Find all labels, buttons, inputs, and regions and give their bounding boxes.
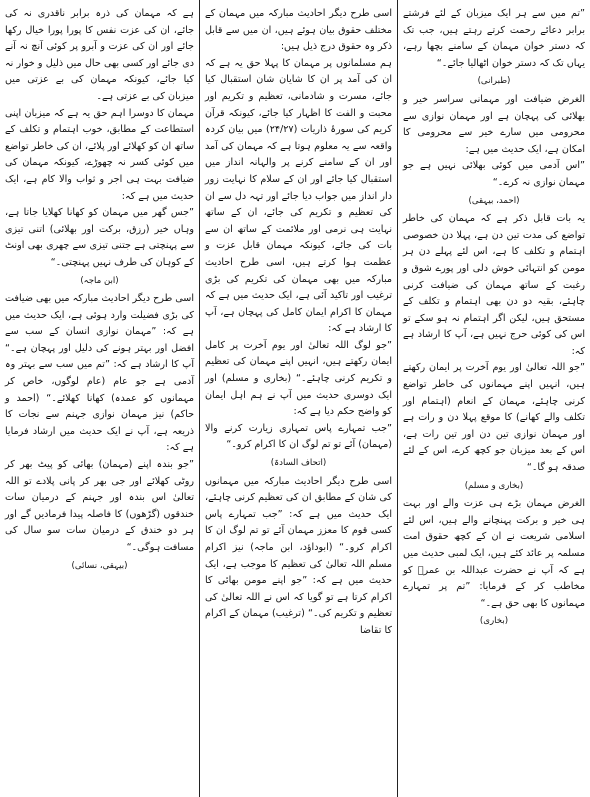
paragraph: اسی طرح دیگر احادیث مبارکہ میں مہمانوں کی شان کے مطابق ان کی تعظیم کرنی چاہئے، ایک حدیث میں ہے کہ: ”جب تمہارے پاس کسی قوم کا معزز مہمان آئے تو تم لوگ ان کا اکرام کرو۔“ (ابوداؤد، ابن ماجہ) نیز اکرام مسلم اللہ تعالیٰ کی تعظیم کا موجب ہے، ایک حدیث میں ہے کہ: ”جو اپنے مومن بھائی کا اکرام کرتا ہے تو گویا کہ اس نے اللہ تعالیٰ کی تعظیم و تکریم کی۔“ (ترغیب) مہمان کے اکرام کا تقاضا [205, 475, 392, 636]
paragraph: الغرض مہمان بڑے ہی عزت والے اور بہت ہی خیر و برکت پہنچانے والے ہیں، اس لئے اسلامی شریعت نے ان کے کچھ حقوق امت مسلمہ پر عائد کئے ہیں، ایک لمبی حدیث میں ہے کہ آپ نے حضرت عبداللہ بن عمرؓ کو مخاطب کر کے فرمایا: ”تم پر تمہارے مہمانوں کا بھی حق ہے۔“ [403, 498, 585, 609]
citation: (احمد، بیہقی) [468, 195, 520, 206]
citation: (ابن ماجہ) [80, 275, 119, 286]
paragraph: ہے کہ مہمان کی ذرہ برابر ناقدری نہ کی جائے، ان کی عزت نفس کا پورا پورا خیال رکھا جائے اور ان کی عزت و آبرو پر کوئی آنچ نہ آنے دی جائے اور کسی بھی حال میں ذلیل و خوار نہ کیا جائے، کیونکہ مہمان کی بے عزتی میں میزبان کی بے عزتی ہے۔ [5, 8, 194, 102]
hadith-three-days: ”جو اللہ تعالیٰ اور یوم آخرت پر ایمان رکھتے ہیں، انہیں اپنے مہمانوں کی خاطر تواضع کرنی چاہئے، مہمان کے انعام (اہتمام اور تکلف والے کھانے) کا موقع پہلا دن و رات ہے اور مہمان نوازی تین دن اور تین رات ہے، اس کے بعد میزبان جو کچھ کرے، اس کے لئے صدقہ ہو گا۔“ [403, 362, 585, 474]
text-column-left [0, 0, 199, 797]
paragraph: مہمان کا دوسرا اہم حق یہ ہے کہ میزبان اپنی استطاعت کے مطابق، خوب اہتمام و تکلف کے ساتھ ان کو کھلائے اور پلائے، ان کی خاطر تواضع میں کوئی کسر نہ چھوڑے، کیونکہ مہمان کی ضیافت بہت ہی اجر و ثواب والا کام ہے، ایک حدیث میں ہے کہ: [5, 107, 194, 202]
hadith-visitor: ”جب تمہارے پاس تمہاری زیارت کرنے والا (مہمان) آئے تو تم لوگ ان کا اکرام کرو۔“ [205, 422, 392, 451]
text-column-right [398, 0, 590, 797]
paragraph: اسی طرح دیگر احادیث مبارکہ میں بھی ضیافت کی بڑی فضیلت وارد ہوئی ہے، ایک حدیث میں ہے کہ: ”مہمان نوازی انسان کے سب سے افضل اور بہتر ہونے کی دلیل اور پہچان ہے۔“ آپ کا ارشاد ہے کہ: ”تم میں سب سے بہتر وہ آدمی ہے جو عام (عام لوگوں، خاص کر مہمانوں کو عمدہ) کھانا کھلائے۔“ (احمد و حاکم) نیز مہمان نوازی جہنم سے نجات کا ذریعہ ہے، آپ نے ایک حدیث میں ارشاد فرمایا ہے کہ: [5, 293, 194, 454]
hadith-feeding-guest: ”جس گھر میں مہمان کو کھانا کھلایا جاتا ہے، وہاں خیر (رزق، برکت اور بھلائی) اتنی تیزی سے پہنچتی ہے جتنی تیزی سے چھری بھی اونٹ کے کوہان کی طرف نہیں پہنچتی۔“ [5, 207, 194, 268]
citation: (اتحاف السادۃ) [270, 458, 327, 469]
text-column-middle [199, 0, 398, 797]
hadith-honor-guest: ”جو لوگ اللہ تعالیٰ اور یوم آخرت پر کامل ایمان رکھتے ہیں، انہیں اپنے مہمان کی تعظیم و تکریم کرنی چاہئے۔“ (بخاری و مسلم) اور ایک دوسری حدیث میں آپ نے ہم اہل ایمان کو واضح حکم دیا ہے کہ: [205, 339, 392, 418]
paragraph: اسی طرح دیگر احادیث مبارکہ میں مہمان کے مختلف حقوق بیان ہوئے ہیں، ان میں سے قابل ذکر وہ حقوق درج ذیل ہیں: [205, 8, 392, 53]
citation: (بخاری) [479, 616, 509, 627]
citation: (بخاری و مسلم) [464, 480, 524, 491]
hadith-angels-dua: ”تم میں سے ہر ایک میزبان کے لئے فرشتے برابر دعائے رحمت کرتے رہتے ہیں، جب تک کہ دستر خوان مہمان کے سامنے بچھا رہے، یہاں تک کہ دستر خوان اٹھالیا جائے۔“ [403, 8, 585, 69]
hadith-bread-water: ”جو بندہ اپنے (مہمان) بھائی کو پیٹ بھر کر روٹی کھلائے اور جی بھر کر پانی پلادے تو اللہ تعالیٰ اس بندہ اور جہنم کے درمیان سات خندقوں (گڑھوں) کا فاصلہ پیدا فرمادیں گے اور ہر دو خندق کے درمیان سات سو سال کی مسافت ہوگی۔“ [5, 459, 194, 553]
paragraph: ہم مسلمانوں پر مہمان کا پہلا حق یہ ہے کہ ان کی آمد پر ان کا شایان شان استقبال کیا جائے، مسرت و شادمانی، تعظیم و تکریم اور محبت و الفت کا اظہار کیا جائے، کیونکہ قرآن کریم کی سورۂ ذاریات (۲۴/۲۷) میں بیان کردہ واقعہ سے یہ معلوم ہوتا ہے کہ مہمان کی آمد اور ان کے سامنے کرنے پر والہانہ انداز میں استقبال کیا جائے اور ان کے سلام کا نہایت زور دار انداز میں جواب دیا جائے اور تہہ دل سے ان کی تعظیم و تکریم کی جائے، ان کے ساتھ نہایت ہی نرمی اور ملائمت کے ساتھ ان سے بات کی جائے، کیونکہ مہمان قابل عزت و عظمت ہوا کرتے ہیں، اسی طرح احادیث مبارکہ میں بھی مہمان کی تکریم کی بڑی ترغیب اور تاکید آئی ہے، ایک حدیث میں ہے کہ مہمان کا اکرام ایمان کامل کی پہچان ہے، آپ کا ارشاد ہے کہ: [205, 57, 392, 335]
citation: (طبرانی) [477, 76, 511, 87]
paragraph: یہ بات قابل ذکر ہے کہ مہمان کی خاطر تواضع کی مدت تین دن ہے، پہلا دن خصوصی اہتمام و تکلف کا ہے، اس لئے پہلے دن ہر مومن کو انتہائی خوش دلی اور پورے شوق و رغبت کے ساتھ مہمان کی ضیافت کرنی چاہئے، بقیہ دو دن بھی اہتمام و تکلف کے مستحق ہیں، لیکن اگر اہتمام نہ ہو سکے تو اس کی کوئی حرج نہیں ہے، آپ کا ارشاد ہے کہ: [403, 213, 585, 357]
paragraph: الغرض ضیافت اور مہمانی سراسر خیر و بھلائی کی پہچان ہے اور مہمان نوازی سے محرومی میں سارے خیر سے محرومی کا امکان ہے، ایک حدیث میں ہے: [403, 93, 585, 155]
hadith-no-good: ”اس آدمی میں کوئی بھلائی نہیں ہے جو مہمان نوازی نہ کرے۔“ [403, 160, 585, 188]
citation: (بیہقی، نسائی) [71, 560, 128, 571]
